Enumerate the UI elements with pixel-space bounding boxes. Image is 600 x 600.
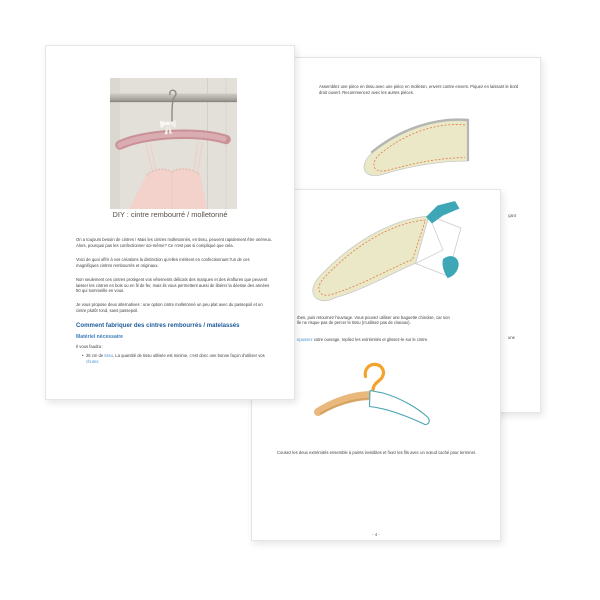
- materials-list-item: [76, 353, 272, 365]
- illustration-stitched-fabric-piece: [334, 111, 514, 191]
- instruction-line: lle ne risque pas de percer le tissu (n'utilisez pas de ciseaux).: [297, 320, 411, 326]
- page-front-left[interactable]: [45, 45, 295, 400]
- page-number: - 4 -: [372, 532, 380, 537]
- illustration-turning-fabric-tube: [296, 199, 476, 311]
- instruction-line: [297, 337, 450, 342]
- page-title: DIY : cintre rembourré / molletonné: [112, 210, 228, 219]
- bullet-marker: •: [82, 353, 84, 359]
- turning-instruction-text: [297, 315, 450, 342]
- fabric-link[interactable]: tissu: [104, 353, 113, 359]
- intro-paragraph: Non seulement ces cintres protègent vos vêtements délicats des marques et des éraflures que peuvent laisser les cintres en bois ou en fil de fer, mais ils vous permettent aussi de libérer la déesse des années 50 qui sommeille en vous.: [76, 276, 270, 294]
- intro-paragraph: Voici de quoi offrir à vos créations la distinction qu'elles méritent en confectionnant l'un de ces magnifiques cintres rembourrés et originaux.: [76, 256, 250, 268]
- materials-intro: Il vous faudra :: [76, 343, 104, 349]
- photo-padded-hanger: [110, 78, 237, 209]
- intro-text-block: [76, 237, 272, 365]
- intro-paragraph: Je vous propose deux alternatives : une option cintre molletonné un peu plat avec du passepoil et un cintre plutôt rond, sans passepoil.: [76, 302, 263, 314]
- instruction-line: rbes, puis retournez l'ouvrage. Vous pouvez utiliser une baguette chinoise, car son: [297, 315, 450, 320]
- clipped-text-fragment: çant: [508, 213, 516, 218]
- hanger-hook-icon: [365, 364, 383, 389]
- press-link[interactable]: epassez: [297, 336, 313, 342]
- materials-subheading: Matériel nécessaire: [76, 334, 124, 341]
- assembly-instruction-text: Assemblez une pièce en tissu avec une pièce en molleton, envers contre envers. Piquez en laissant le bord droit ouvert. Recommencez avec les autres pièces.: [319, 84, 519, 95]
- intro-paragraph: On a toujours besoin de cintres ! Mais les cintres molletonnés, en tissu, peuvent rapidement être onéreux. Alors, pourquoi pas les confectionner soi-même? Ce n'est pas si compliqué que cela.: [76, 237, 272, 248]
- illustration-hanger-with-cover: [306, 359, 446, 431]
- clipped-text-fragment: une: [508, 335, 515, 340]
- bullet-text: 25 cm de tissu. La quantité de tissu utilisée est minime, c'est donc une bonne façon d'utiliser vos chutes.: [85, 353, 265, 365]
- finishing-instruction-text: Cousez les deux extrémités ensemble à points invisibles et fixez les fils avec un nœud caché pour terminer.: [277, 450, 477, 455]
- instruction-line-rest: votre ouvrage, repliez les extrémités et glissez-le sur le cintre.: [312, 336, 429, 342]
- section-heading: Comment fabriquer des cintres rembourrés / matelassés: [76, 322, 240, 330]
- scraps-link[interactable]: chutes.: [85, 359, 100, 365]
